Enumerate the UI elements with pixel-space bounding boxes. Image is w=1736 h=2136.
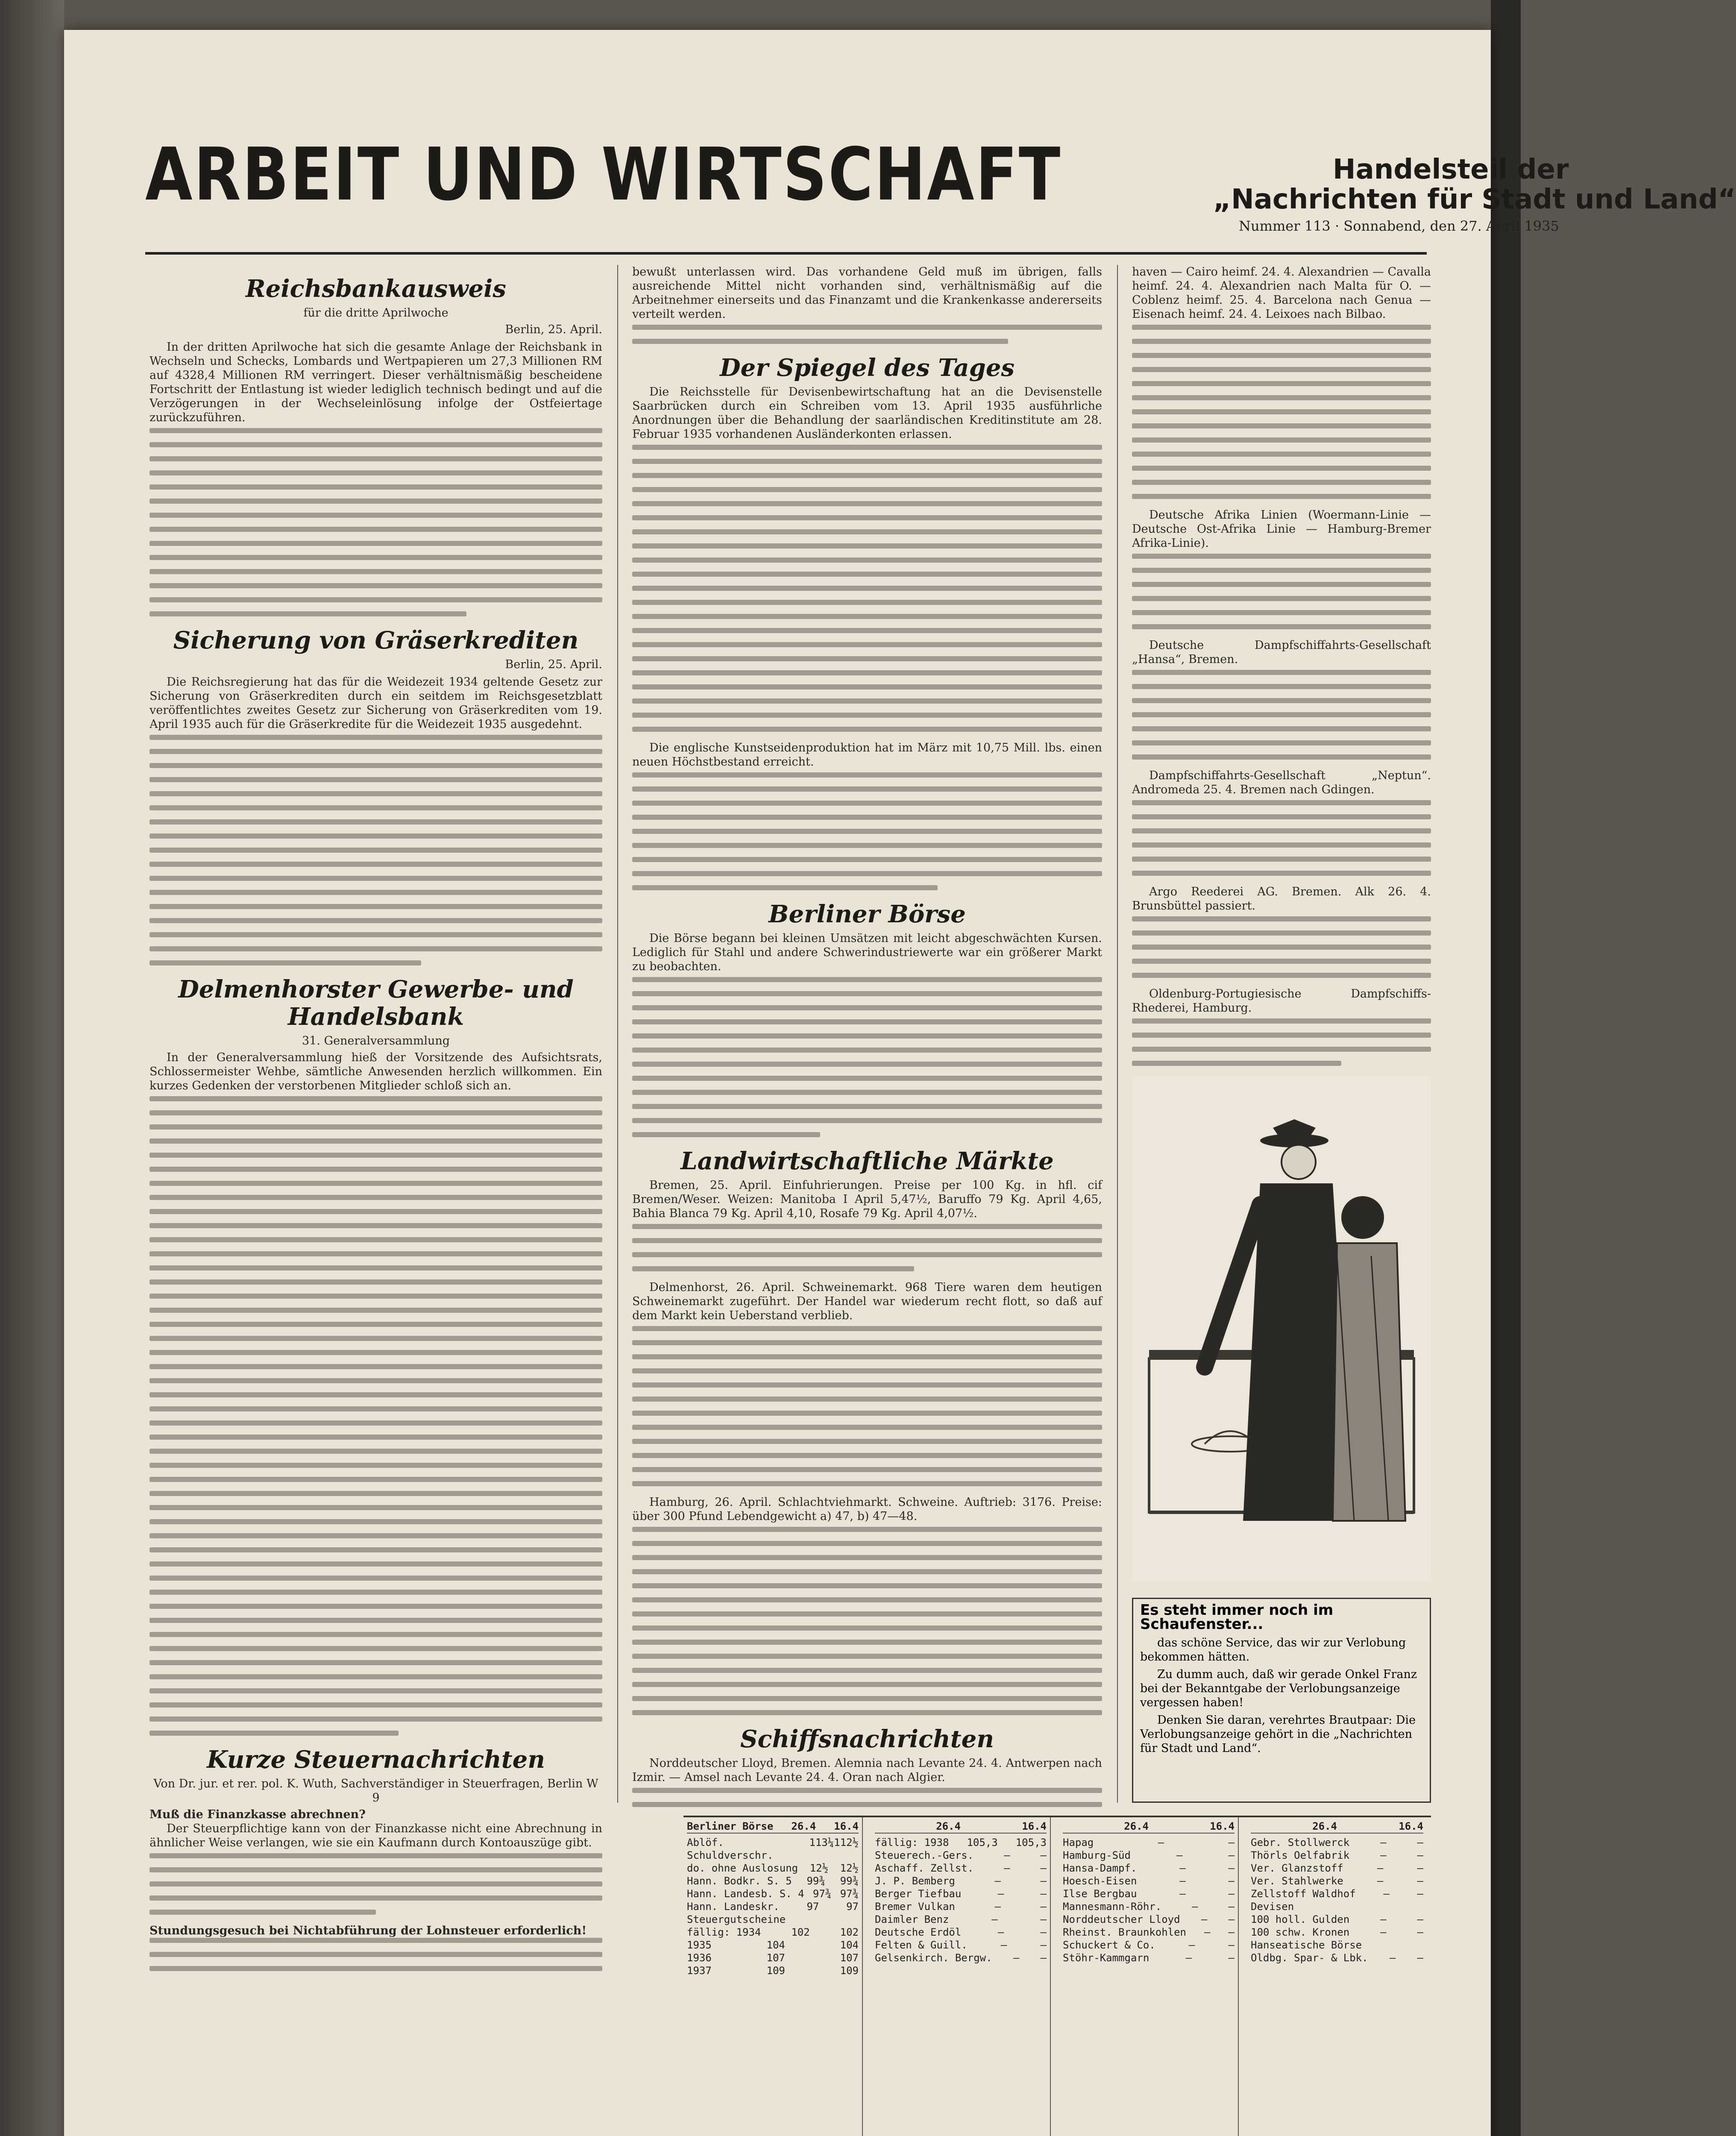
article-text-block [632,1788,1102,1807]
table-row [687,1862,859,1875]
article-paragraph: Deutsche Afrika Linien (Woermann-Linie — Deutsche Ost-Afrika Linie — Hamburg-Bremer Afrika-Linie). [1132,508,1431,550]
price-cell: — [1179,1862,1186,1874]
issue-line: Nummer 113 · Sonnabend, den 27. April 1935 [1239,218,1559,234]
price-cell: 97 [846,1901,859,1913]
table-row [1063,1939,1235,1951]
price-cell: 99¾ [840,1875,859,1887]
article-text-block [1132,800,1431,876]
article-text-block [150,428,602,616]
table-row [1063,1849,1235,1862]
security-name: Ver. Stahlwerke [1251,1875,1343,1887]
table-header: Berliner Börse 26.4 16.4 [687,1820,859,1834]
security-name: Hann. Landeskr. [687,1901,780,1913]
ad-paragraph: das schöne Service, das wir zur Verlobung bekommen hätten. [1140,1636,1406,1664]
price-cell: — [1179,1888,1186,1900]
table-row [687,1836,859,1862]
article-paragraph: Die englische Kunstseidenproduktion hat im März mit 10,75 Mill. lbs. einen neuen Höchstbestand erreicht. [632,741,1102,769]
price-cell: — [1417,1888,1423,1900]
price-cell: 105,3 [1015,1837,1047,1848]
table-row [1251,1951,1423,1964]
security-name: Ilse Bergbau [1063,1888,1137,1900]
table-row [1063,1951,1235,1964]
price-cell: — [1228,1926,1235,1938]
price-cell: 107 [766,1952,785,1964]
security-name: do. ohne Auslosung [687,1862,798,1874]
price-cell: — [1377,1862,1384,1874]
security-name: Norddeutscher Lloyd [1063,1913,1180,1925]
security-name: Felten & Guill. [875,1939,968,1951]
price-cell: — [1040,1849,1047,1861]
article-heading: Delmenhorster Gewerbe- und Handelsbank [178,975,574,1031]
price-cell: — [1228,1952,1235,1964]
price-cell: — [1040,1913,1047,1925]
security-name: Hann. Landesb. S. 4 [687,1888,804,1900]
security-name: 1936 [687,1952,712,1964]
article-text-block [1132,670,1431,760]
table-row [687,1926,859,1939]
article-byline: Von Dr. jur. et rer. pol. K. Wuth, Sachverständiger in Steuerfragen, Berlin W 9 [153,1777,598,1804]
price-cell: — [1417,1837,1423,1848]
article-paragraph: Bremen, 25. April. Einfuhrierungen. Preise per 100 Kg. in hfl. cif Bremen/Weser. Weizen: Manitoba I April 5,47½, Baruffo 79 Kg. April 4,65, Bahia Blanca 79 Kg. April 4,10, Rosafe 79 Kg. April 4,07½. [632,1179,1102,1220]
price-cell: — [1040,1926,1047,1938]
article-text-block [150,1938,602,1971]
article-heading: Kurze Steuernachrichten [207,1746,545,1774]
security-name: Daimler Benz [875,1913,949,1925]
table-row [875,1836,1047,1849]
price-cell: — [1228,1849,1235,1861]
price-cell: 107 [840,1952,859,1964]
price-cell: — [1040,1901,1047,1913]
article-text-block [632,977,1102,1137]
table-row [875,1900,1047,1913]
article-text-block [150,735,602,965]
security-name: Steuerech.-Gers. [875,1849,974,1861]
price-cell: 97 [806,1901,819,1913]
article-text-block [632,325,1102,344]
article-heading: Sicherung von Gräserkrediten [173,626,579,654]
security-name: Hapag [1063,1837,1094,1848]
price-cell: — [1228,1888,1235,1900]
price-cell: — [994,1875,1001,1887]
price-cell: — [1417,1952,1423,1964]
price-cell: 99¾ [806,1875,825,1887]
article-paragraph: Deutsche Dampfschiffahrts-Gesellschaft „Hansa“, Bremen. [1132,639,1431,666]
price-cell: — [1380,1849,1387,1861]
price-cell: — [1040,1875,1047,1887]
article-heading: Reichsbankausweis [246,275,506,303]
price-cell: — [1204,1926,1211,1938]
table-row [875,1913,1047,1926]
section-title: ARBEIT UND WIRTSCHAFT [145,132,1062,217]
security-name: Hoesch-Eisen [1063,1875,1137,1887]
security-name: Hamburg-Süd [1063,1849,1131,1861]
security-name: Gelsenkirch. Bergw. [875,1952,992,1964]
stock-table-3 [1059,1817,1239,2136]
table-row [875,1951,1047,1964]
article-paragraph: Oldenburg-Portugiesische Dampfschiffs-Rhederei, Hamburg. [1132,987,1431,1015]
table-header: 26.4 16.4 [1063,1820,1235,1834]
table-row [1251,1862,1423,1875]
table-row [875,1926,1047,1939]
article-paragraph: Hamburg, 26. April. Schlachtviehmarkt. Schweine. Auftrieb: 3176. Preise: über 300 Pfund Lebendgewicht a) 47, b) 47—48. [632,1496,1102,1523]
security-name: Hansa-Dampf. [1063,1862,1137,1874]
security-name: Hanseatische Börse [1251,1939,1362,1951]
section-subtitle-line1: Handelsteil der [1333,154,1569,185]
price-cell: 12½ [840,1862,859,1874]
article-paragraph: Dampfschiffahrts-Gesellschaft „Neptun“. Andromeda 25. 4. Bremen nach Gdingen. [1132,769,1431,796]
price-cell: — [1417,1875,1423,1887]
article-text-block [632,1224,1102,1271]
article-paragraph: In der Generalversammlung hieß der Vorsitzende des Aufsichtsrats, Schlossermeister Wehbe, sämtliche Anwesenden herzlich willkommen. Ein kurzes Gedenken der verstorbenen Mitglieder schloß sich an. [150,1051,602,1092]
price-cell: — [997,1888,1004,1900]
price-cell: — [1185,1952,1192,1964]
price-cell: — [994,1901,1001,1913]
article-heading: Schiffsnachrichten [740,1725,994,1753]
security-name: Schuckert & Co. [1063,1939,1155,1951]
table-row [875,1862,1047,1875]
price-cell: 102 [791,1926,810,1938]
price-cell: — [1013,1952,1020,1964]
stock-table-4 [1247,1817,1427,2136]
security-name: Thörls Oelfabrik [1251,1849,1350,1861]
table-row [1063,1900,1235,1913]
ad-paragraph: Zu dumm auch, daß wir gerade Onkel Franz bei der Bekanntgabe der Verlobungsanzeige vergessen haben! [1140,1668,1417,1709]
question-heading: Muß die Finanzkasse abrechnen? [150,1808,366,1821]
book-binding [0,0,64,2136]
table-row [1063,1887,1235,1900]
price-cell: — [1188,1939,1195,1951]
price-cell: — [1040,1939,1047,1951]
security-name: 100 holl. Gulden [1251,1913,1350,1925]
article-paragraph: haven — Cairo heimf. 24. 4. Alexandrien — Cavalla heimf. 24. 4. Alexandrien nach Malta für O. — Coblenz heimf. 25. 4. Barcelona nach Genua — Eisenach heimf. 24. 4. Leixoes nach Bilbao. [1132,265,1431,321]
article-text-block [1132,1018,1431,1066]
security-name: Rheinst. Braunkohlen [1063,1926,1186,1938]
table-row [1251,1939,1423,1951]
article-subheading: 31. Generalversammlung [302,1034,450,1047]
table-row [1251,1913,1423,1926]
column-divider [1117,265,1118,1803]
table-header: 26.4 16.4 [1251,1820,1423,1834]
article-paragraph: Die Reichsstelle für Devisenbewirtschaftung hat an die Devisenstelle Saarbrücken durch ein Schreiben vom 13. April 1935 ausführliche Anordnungen über die Behandlung der saarländischen Kreditinstitute am 28. Februar 1935 vorhandenen Ausländerkonten erlassen. [632,385,1102,441]
security-name: Hann. Bodkr. S. 5 [687,1875,792,1887]
price-cell: — [1380,1837,1387,1848]
security-name: Ablöf. Schuldverschr. [687,1837,774,1861]
price-cell: — [1383,1888,1390,1900]
price-cell: — [1417,1926,1423,1938]
table-row [875,1849,1047,1862]
price-cell: — [1228,1939,1235,1951]
price-cell: — [1377,1875,1384,1887]
security-name: fällig: 1934 [687,1926,761,1938]
security-name: Bremer Vulkan [875,1901,955,1913]
security-name: 1937 [687,1965,712,1977]
security-name: Zellstoff Waldhof [1251,1888,1356,1900]
security-name: Mannesmann-Röhr. [1063,1901,1162,1913]
price-cell: — [1004,1849,1010,1861]
article-heading: Der Spiegel des Tages [720,354,1015,382]
security-name: Berger Tiefbau [875,1888,962,1900]
stock-tables [683,1816,1431,2136]
security-name: Steuergutscheine [687,1913,786,1925]
price-cell: — [1417,1849,1423,1861]
price-cell: — [1389,1952,1396,1964]
price-cell: 113¼ [809,1837,834,1848]
advertisement-box [1132,1598,1431,1803]
article-paragraph: Delmenhorst, 26. April. Schweinemarkt. 968 Tiere waren dem heutigen Schweinemarkt zugeführt. Der Handel war wiederum recht flott, so daß auf dem Markt kein Ueberstand verblieb. [632,1281,1102,1322]
table-row [1063,1913,1235,1926]
article-text-block [632,1527,1102,1715]
security-name: J. P. Bemberg [875,1875,955,1887]
price-cell: — [1179,1875,1186,1887]
article-heading: Landwirtschaftliche Märkte [680,1147,1054,1175]
table-row [687,1913,859,1926]
security-name: Oldbg. Spar- & Lbk. [1251,1952,1368,1964]
price-cell: — [1228,1837,1235,1848]
article-heading: Berliner Börse [768,900,966,928]
question-heading: Stundungsgesuch bei Nichtabführung der Lohnsteuer erforderlich! [150,1924,587,1937]
table-row [1251,1875,1423,1887]
section-subtitle-line2: „Nachrichten für Stadt und Land“ [1213,184,1736,215]
price-cell: 12½ [809,1862,829,1874]
stock-table-2 [871,1817,1051,2136]
table-row [687,1875,859,1887]
price-cell: — [1417,1862,1423,1874]
table-row [1251,1926,1423,1939]
column-2 [632,265,1102,1816]
article-paragraph: In der dritten Aprilwoche hat sich die gesamte Anlage der Reichsbank in Wechseln und Schecks, Lombards und Wertpapieren um 27,3 Millionen RM auf 4328,4 Millionen RM verringert. Dieser verhältnismäßig bescheidene Fortschritt der Entlastung ist wieder lediglich technisch bedingt und auf die Verzögerungen in der Wechseleinlösung infolge der Ostfeiertage zurückzuführen. [150,340,602,424]
security-name: Deutsche Erdöl [875,1926,962,1938]
table-row [687,1939,859,1951]
price-cell: 102 [840,1926,859,1938]
advertisement-illustration [1132,1077,1431,1581]
dateline: Berlin, 25. April. [505,658,602,671]
price-cell: 112½ [834,1837,859,1848]
article-text-block [150,1853,602,1915]
price-cell: — [1380,1913,1387,1925]
price-cell: — [1040,1952,1047,1964]
price-cell: — [1228,1913,1235,1925]
table-row [1063,1862,1235,1875]
price-cell: 109 [766,1965,785,1977]
table-row [1063,1875,1235,1887]
table-row [1251,1900,1423,1913]
table-row [1063,1836,1235,1849]
dateline: Berlin, 25. April. [505,323,602,336]
article-paragraph: bewußt unterlassen wird. Das vorhandene Geld muß im übrigen, falls ausreichende Mittel nicht vorhanden sind, verhältnismäßig auf die Arbeitnehmer einerseits und das Finanzamt und die Krankenkasse andererseits verteilt werden. [632,265,1102,321]
table-row [875,1939,1047,1951]
price-cell: — [1176,1849,1183,1861]
table-row [875,1875,1047,1887]
ad-headline: Es steht immer noch im Schaufenster... [1140,1602,1334,1633]
price-cell: — [1158,1837,1164,1848]
price-cell: — [1228,1862,1235,1874]
security-name: Aschaff. Zellst. [875,1862,974,1874]
price-cell: — [1380,1926,1387,1938]
article-text-block [1132,554,1431,629]
table-row [1063,1926,1235,1939]
table-row [687,1887,859,1900]
price-cell: — [1201,1913,1208,1925]
article-paragraph: Norddeutscher Lloyd, Bremen. Alemnia nach Levante 24. 4. Antwerpen nach Izmir. — Amsel nach Levante 24. 4. Oran nach Algier. [632,1757,1102,1784]
article-text-block [150,1096,602,1736]
price-cell: — [1192,1901,1198,1913]
price-cell: — [1004,1862,1010,1874]
article-paragraph: Der Steuerpflichtige kann von der Finanzkasse nicht eine Abrechnung in ähnlicher Weise verlangen, wie sie ein Kaufmann durch Kontoauszüge gibt. [150,1822,602,1849]
security-name: Ver. Glanzstoff [1251,1862,1343,1874]
table-row [875,1887,1047,1900]
price-cell: 104 [840,1939,859,1951]
table-header: 26.4 16.4 [875,1820,1047,1834]
table-row [687,1900,859,1913]
price-cell: — [1040,1862,1047,1874]
table-row [1251,1849,1423,1862]
table-row [687,1951,859,1964]
column-divider [617,265,618,1803]
masthead-rule [145,252,1427,255]
article-text-block [1132,325,1431,499]
security-name: Devisen [1251,1901,1294,1913]
article-text-block [632,772,1102,890]
stock-table-1 [683,1817,863,2136]
price-cell: 97¾ [812,1888,832,1900]
security-name: 100 schw. Kronen [1251,1926,1350,1938]
price-cell: 105,3 [967,1837,998,1848]
article-text-block [632,1326,1102,1486]
price-cell: — [991,1913,998,1925]
price-cell: — [1040,1888,1047,1900]
price-cell: — [1000,1939,1007,1951]
column-3 [1132,265,1431,1075]
price-cell: 109 [840,1965,859,1977]
article-paragraph: Argo Reederei AG. Bremen. Alk 26. 4. Brunsbüttel passiert. [1132,885,1431,912]
article-text-block [632,445,1102,732]
masthead [145,115,1736,252]
price-cell: — [997,1926,1004,1938]
price-cell: 97¾ [840,1888,859,1900]
security-name: 1935 [687,1939,712,1951]
price-cell: — [1228,1901,1235,1913]
price-cell: 104 [766,1939,785,1951]
adjacent-page-edge [1491,0,1521,2136]
table-row [687,1964,859,1977]
article-paragraph: Die Reichsregierung hat das für die Weidezeit 1934 geltende Gesetz zur Sicherung von Gräserkrediten durch ein seitdem im Reichsgesetzblatt veröffentlichtes zweites Gesetz zur Sicherung von Gräserkrediten vom 19. April 1935 auch für die Gräserkredite für die Weidezeit 1935 ausgedehnt. [150,675,602,731]
article-paragraph: Die Börse begann bei kleinen Umsätzen mit leicht abgeschwächten Kursen. Lediglich für Stahl und andere Schwerindustriewerte war ein größerer Markt zu beobachten. [632,932,1102,973]
article-text-block [1132,916,1431,978]
column-1 [150,265,602,1980]
security-name: Gebr. Stollwerck [1251,1837,1350,1848]
article-subheading: für die dritte Aprilwoche [303,306,449,320]
table-row [1251,1887,1423,1900]
price-cell: — [1228,1875,1235,1887]
table-row [1251,1836,1423,1849]
security-name: fällig: 1938 [875,1837,949,1848]
ad-paragraph: Denken Sie daran, verehrtes Brautpaar: Die Verlobungsanzeige gehört in die „Nachrichten für Stadt und Land“. [1140,1713,1416,1755]
security-name: Stöhr-Kammgarn [1063,1952,1150,1964]
price-cell: — [1417,1913,1423,1925]
